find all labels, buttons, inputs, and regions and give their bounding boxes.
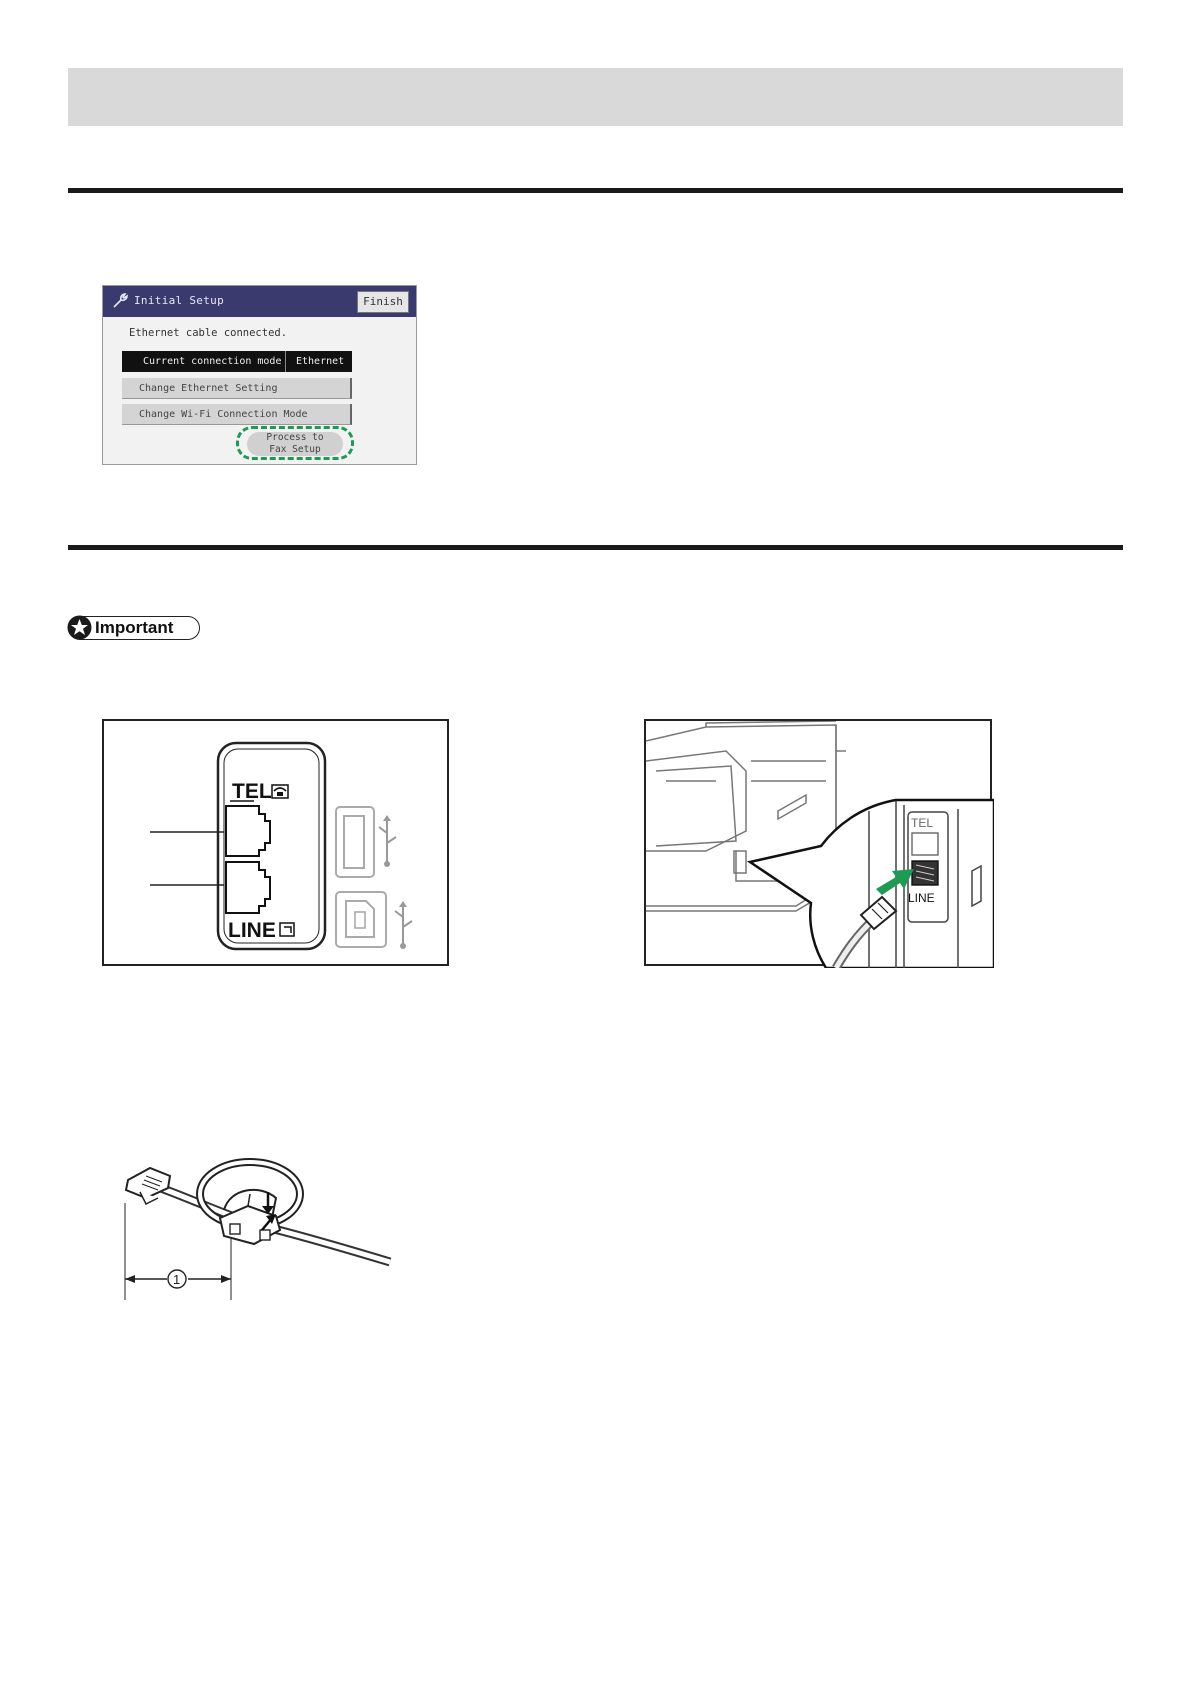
fax-setup-line2: Fax Setup	[269, 444, 321, 455]
important-badge	[68, 616, 200, 640]
telephone-port-icon	[272, 785, 288, 798]
process-to-fax-setup-button[interactable]	[247, 432, 343, 456]
usb-a-port-icon	[336, 807, 374, 877]
setup-title: Initial Setup	[134, 294, 224, 307]
modular-plug	[126, 1168, 170, 1204]
port-panel-figure	[102, 719, 449, 966]
dimension-arrow-left-icon	[125, 1275, 135, 1283]
line-label: LINE	[228, 919, 276, 942]
wrench-icon	[111, 292, 129, 310]
current-connection-mode-row	[122, 351, 352, 372]
usb-b-port-icon	[336, 892, 386, 947]
dimension-marker: 1	[173, 1272, 181, 1287]
tel-jack-port	[912, 833, 938, 855]
usb-symbol-icon	[395, 901, 412, 949]
important-label: Important	[95, 618, 174, 637]
ferrite-core-drawing	[120, 1158, 400, 1300]
change-ethernet-label: Change Ethernet Setting	[139, 383, 278, 394]
fax-setup-highlight	[236, 426, 354, 460]
zoomed-tel-label: TEL	[911, 816, 934, 830]
initial-setup-screen	[102, 285, 417, 465]
dimension-arrow-right-icon	[221, 1275, 231, 1283]
line-jack-port	[226, 862, 270, 913]
section-rule-1	[68, 188, 1123, 193]
zoomed-line-label: LINE	[908, 891, 935, 905]
line-jack-port	[912, 861, 938, 885]
line-connection-figure	[644, 719, 992, 966]
finish-button[interactable]: Finish	[357, 291, 409, 313]
line-port-icon	[280, 923, 294, 936]
change-wifi-label: Change Wi-Fi Connection Mode	[139, 409, 308, 420]
change-wifi-mode-button[interactable]	[122, 404, 352, 425]
header-band	[68, 68, 1123, 126]
ferrite-core-figure	[120, 1158, 400, 1300]
tel-label: TEL	[232, 780, 272, 803]
current-mode-value: Ethernet	[296, 356, 345, 367]
fax-setup-line1: Process to	[266, 432, 324, 443]
line-connection-drawing	[646, 721, 994, 968]
connection-status: Ethernet cable connected.	[129, 327, 288, 339]
port-panel-drawing	[104, 721, 451, 968]
current-mode-label: Current connection mode	[143, 356, 282, 367]
usb-symbol-icon	[379, 815, 396, 867]
change-ethernet-setting-button[interactable]	[122, 378, 352, 399]
mode-divider	[285, 351, 286, 372]
tel-jack-port	[226, 806, 270, 856]
setup-title-bar	[103, 286, 416, 317]
section-rule-2	[68, 545, 1123, 550]
star-icon	[67, 615, 92, 640]
